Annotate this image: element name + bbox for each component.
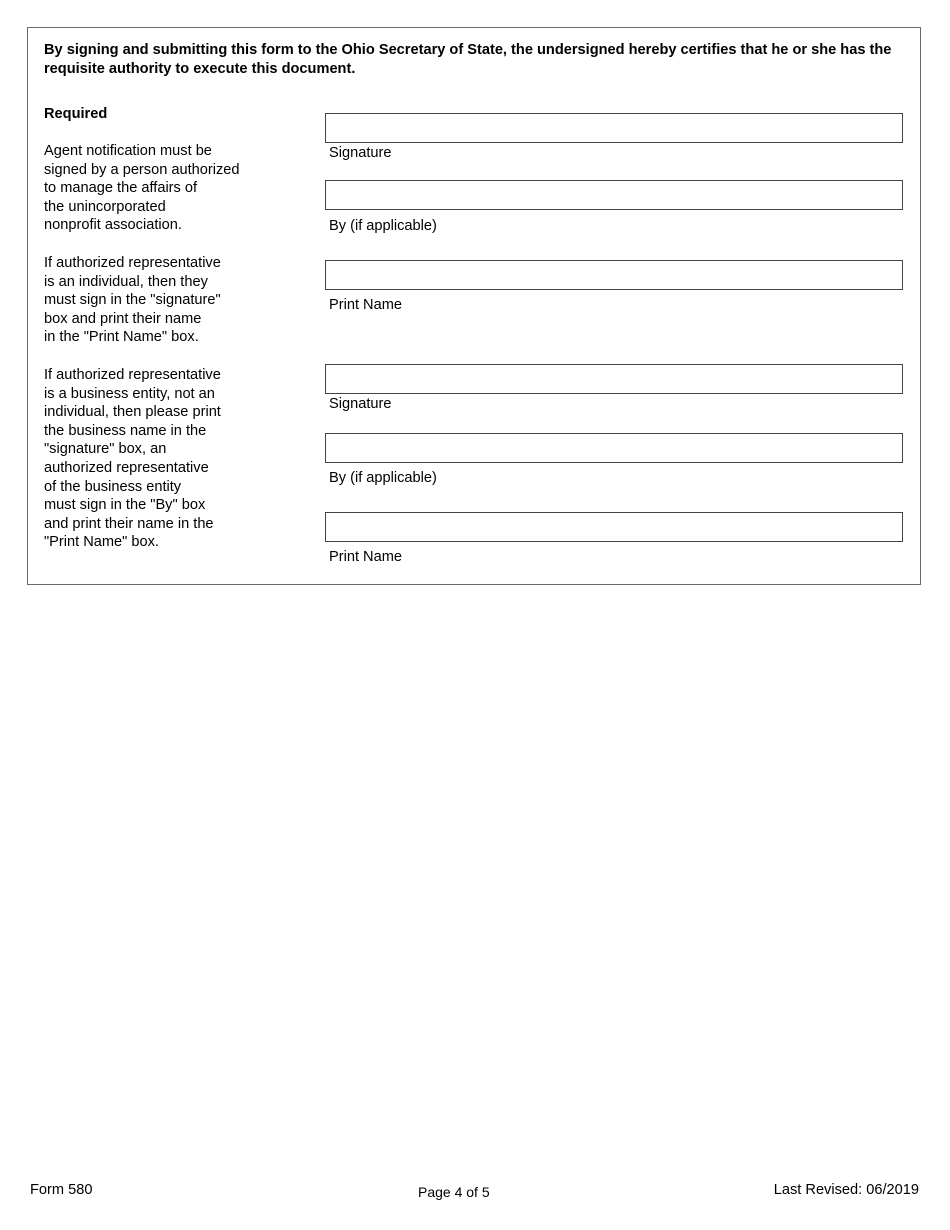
required-label: Required bbox=[44, 106, 108, 122]
signer2-signature-label: Signature bbox=[329, 396, 392, 412]
signer1-signature-field[interactable] bbox=[325, 113, 903, 143]
signer2-signature-field[interactable] bbox=[325, 364, 903, 394]
certification-statement: By signing and submitting this form to the Ohio Secretary of State, the undersigned hereby certifies that he or she has the requisite authority to execute this document. bbox=[44, 42, 892, 77]
signer2-by-label: By (if applicable) bbox=[329, 470, 437, 486]
signer1-signature-label: Signature bbox=[329, 145, 392, 161]
signer1-by-field[interactable] bbox=[325, 180, 903, 210]
signer1-by-label: By (if applicable) bbox=[329, 218, 437, 234]
instruction-individual: If authorized representative is an individual, then they must sign in the "signature" box and print their name in the "Print Name" box. bbox=[44, 255, 221, 346]
signer1-print-name-field[interactable] bbox=[325, 260, 903, 290]
form-number: Form 580 bbox=[30, 1182, 93, 1198]
signer2-print-name-label: Print Name bbox=[329, 549, 402, 565]
signer1-print-name-label: Print Name bbox=[329, 297, 402, 313]
signer2-print-name-field[interactable] bbox=[325, 512, 903, 542]
signer2-by-field[interactable] bbox=[325, 433, 903, 463]
last-revised-date: Last Revised: 06/2019 bbox=[773, 1182, 919, 1198]
instruction-agent-notification: Agent notification must be signed by a person authorized to manage the affairs of the unincorporated nonprofit association. bbox=[44, 143, 240, 234]
instruction-business-entity: If authorized representative is a business entity, not an individual, then please print the business name in the "signature" box, an authorized representative of the business entity must sign in the "By" box and print their name in the "Print Name" box. bbox=[44, 367, 221, 551]
page-number: Page 4 of 5 bbox=[418, 1184, 490, 1200]
